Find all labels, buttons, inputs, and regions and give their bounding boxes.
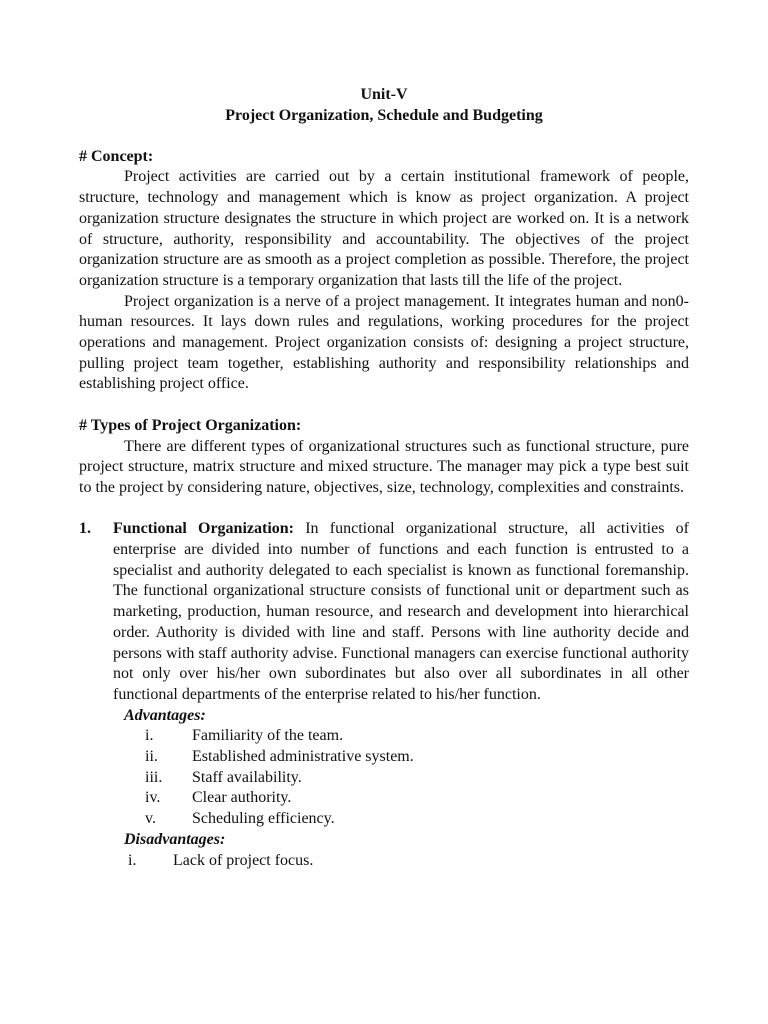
list-item — [79, 726, 689, 747]
list-item-text: Lack of project focus. — [173, 851, 314, 869]
list-item — [79, 851, 689, 872]
disadvantages-list — [79, 851, 689, 872]
item-body — [113, 519, 689, 705]
list-item — [79, 788, 689, 809]
concept-paragraph-1: Project activities are carried out by a certain institutional framework of people, structure, technology and management which is know as project organization. A project organization structure designates the structure in which project are worked on. It is a network of structure, authority, responsibility and accountability. The objectives of the project organization structure are as smooth as a project completion as possible. Therefore, the project organization structure is a temporary organization that lasts till the life of the project. — [79, 168, 689, 289]
spacer — [79, 126, 689, 147]
list-item-number: i. — [145, 727, 154, 745]
functional-organization-item — [79, 519, 689, 705]
list-item-text: Familiarity of the team. — [192, 727, 344, 745]
list-item-number: v. — [145, 810, 156, 828]
list-item — [79, 768, 689, 789]
list-item-number: ii. — [145, 748, 158, 766]
concept-heading: # Concept: — [79, 147, 154, 165]
types-heading: # Types of Project Organization: — [79, 416, 302, 434]
types-paragraph: There are different types of organizational structures such as functional structure, pure project structure, matrix structure and mixed structure. The manager may pick a type best suit to the project by considering nature, objectives, size, technology, complexities and constraints. — [79, 437, 689, 496]
advantages-heading: Advantages: — [124, 706, 206, 724]
spacer — [79, 395, 689, 416]
list-item-number: i. — [128, 851, 137, 869]
list-item-text: Established administrative system. — [192, 748, 414, 766]
list-item-text: Scheduling efficiency. — [192, 810, 335, 828]
document-page — [79, 84, 689, 871]
spacer — [79, 499, 689, 520]
list-item-number: iv. — [145, 789, 161, 807]
document-title: Project Organization, Schedule and Budgeting — [225, 107, 543, 124]
list-item-text: Clear authority. — [192, 789, 292, 807]
concept-paragraph-2: Project organization is a nerve of a project management. It integrates human and non0-human resources. It lays down rules and regulations, working procedures for the project operations and management. Project organization consists of: designing a project structure, pulling project team together, establishing authority and responsibility relationships and establishing project office. — [79, 292, 689, 393]
list-item-number: iii. — [145, 768, 163, 786]
disadvantages-heading: Disadvantages: — [124, 830, 226, 848]
unit-label: Unit-V — [360, 86, 408, 103]
list-item-text: Staff availability. — [192, 768, 302, 786]
item-lead: Functional Organization: — [113, 520, 294, 538]
advantages-list — [79, 726, 689, 830]
item-number: 1. — [79, 520, 91, 538]
item-text: In functional organizational structure, all activities of enterprise are divided into number of functions and each function is entrusted to a specialist and authority delegated to each specialist is known as functional foremanship. The functional organizational structure consists of functional unit or department such as marketing, production, human resource, and research and development into hierarchical order. Authority is divided with line and staff. Persons with line authority decide and persons with staff authority advise. Functional managers can exercise functional authority not only over his/her own subordinates but also over all subordinates in all other functional departments of the enterprise related to his/her function. — [113, 520, 689, 703]
list-item — [79, 747, 689, 768]
list-item — [79, 809, 689, 830]
